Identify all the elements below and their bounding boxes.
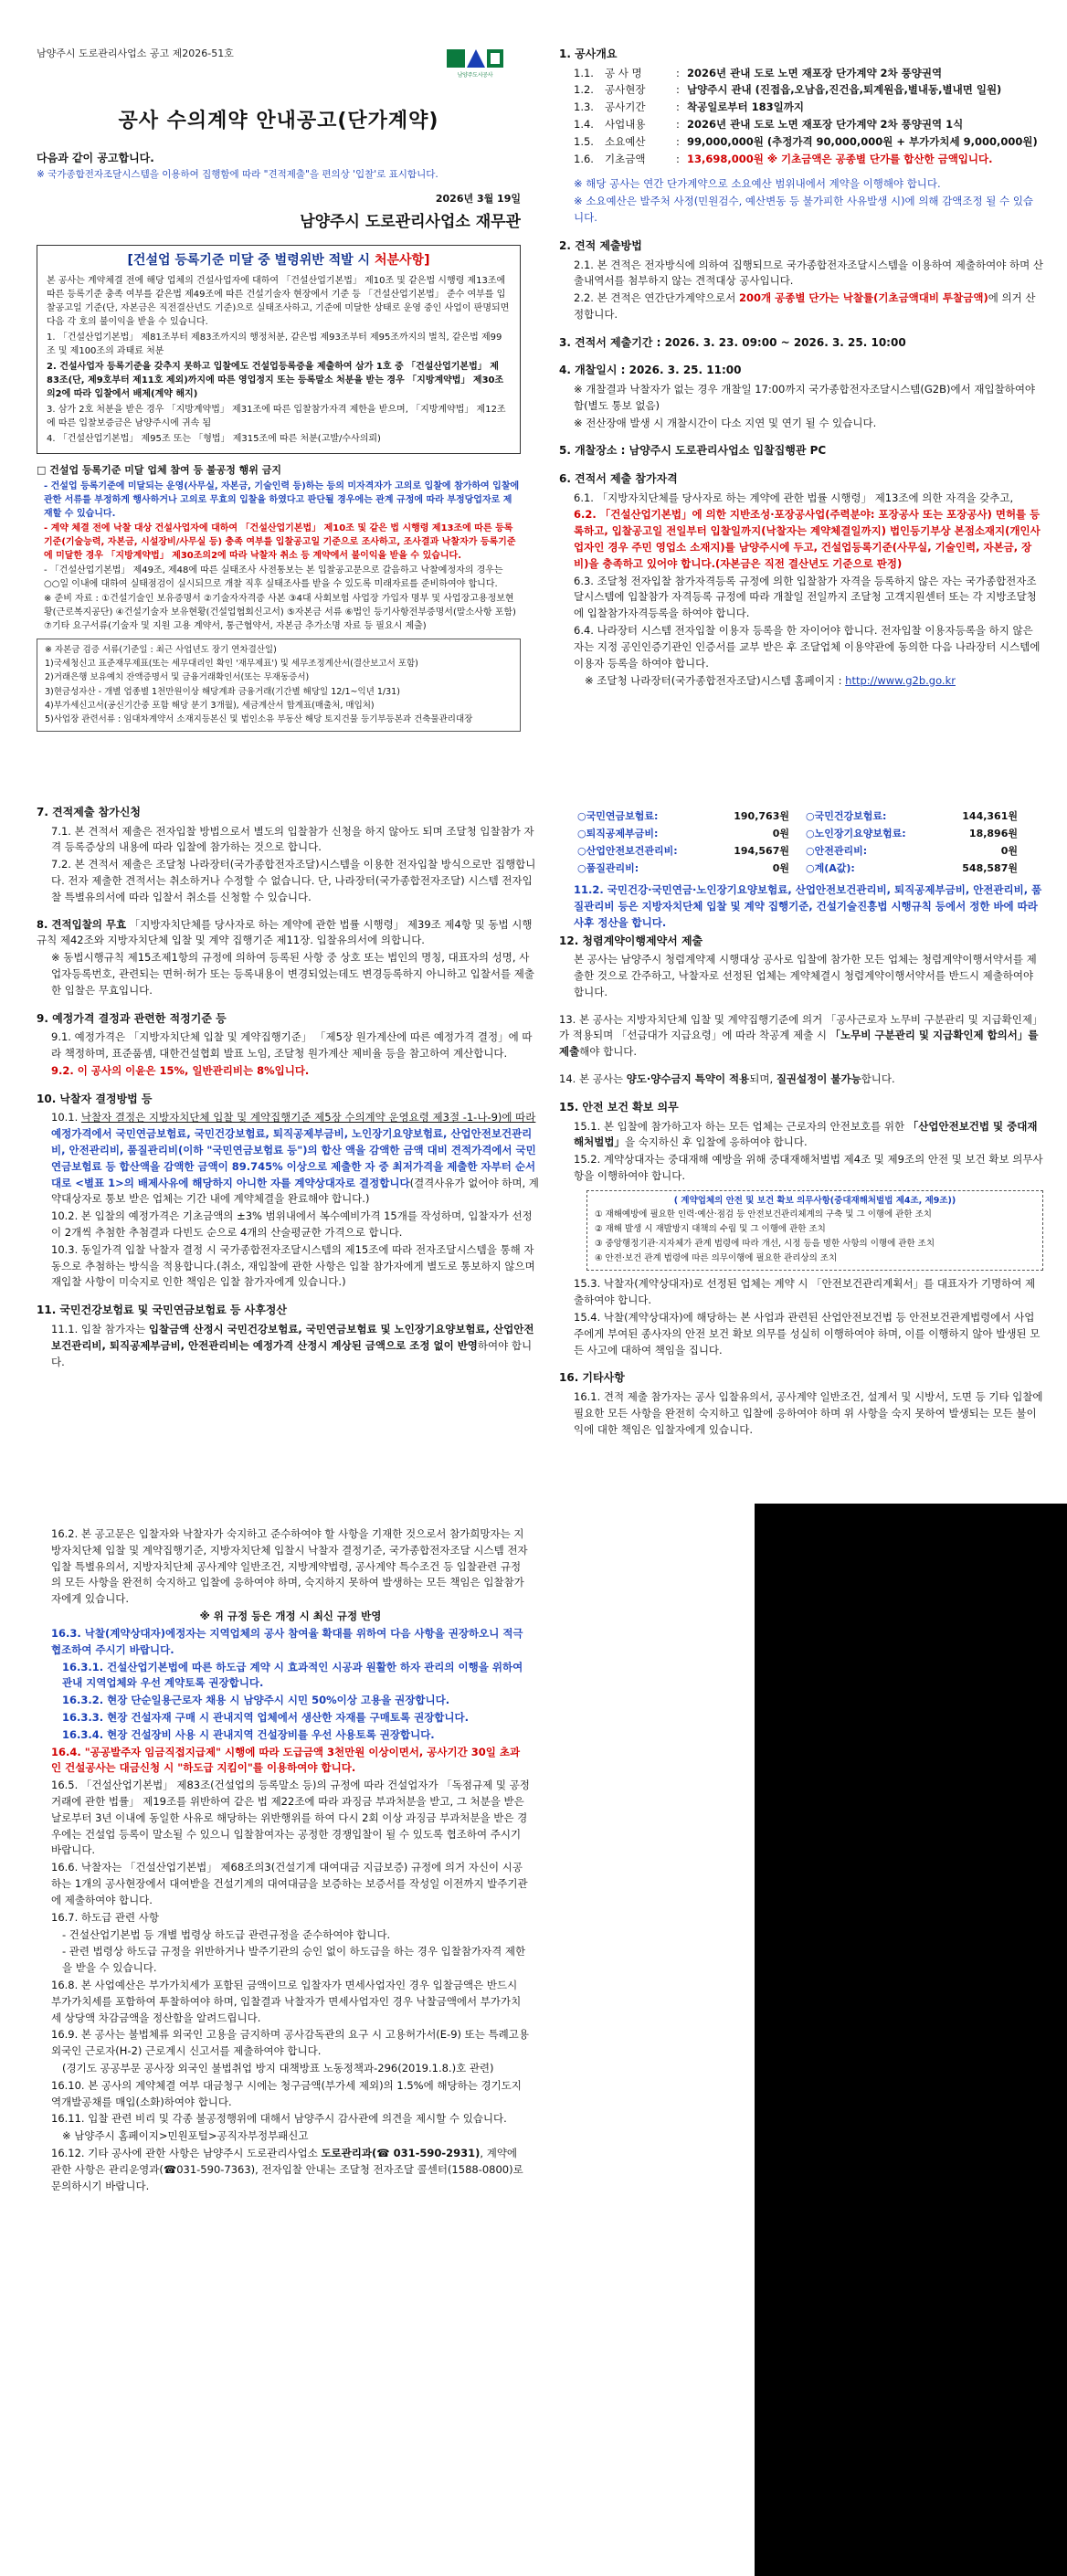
unfair-practice-section <box>37 463 521 732</box>
page3-left-column <box>37 1526 530 2567</box>
overview-note: ※ 소요예산은 발주처 사정(민원검수, 예산변동 등 불가피한 사유발생 시)에 의해 감액조정 될 수 있습니다. <box>574 195 1034 225</box>
warning-line: 2. 건설사업자 등록기준을 갖추지 못하고 입찰에도 건설업등록증을 제출하여 삼가 1호 중 「건설산업기본법」 제83조(단, 제9호부터 제11호 제외)까지에 따른 영업정지 또는 등록말소 처분을 받는 경우 「지방계약법」 제30조의2에 따라 입찰에서 배제(계약 해지) <box>47 362 504 400</box>
capital-docs-note <box>37 639 521 733</box>
section-title: 6. 견적서 제출 참가자격 <box>559 471 678 485</box>
section-line: 16.3. 낙찰(계약상대자)에정자는 지역업체의 공사 참여율 확대를 위하여 다음 사항을 권장하오니 적극 협조하여 주시기 바랍니다. <box>51 1626 523 1656</box>
section-line: 16.2. 본 공고문은 입찰자와 낙찰자가 숙지하고 준수하여야 할 사항을 기재한 것으로서 참가희망자는 지방자치단체 입찰 및 계약집행기준, 지방자치단체 입찰시 낙찰자 결정기준, 국가종합전자조달 시스템 전자입찰 특별유의서, 지방자치단체 공사계약 일반조건, 지방계약법령, 공사계약 특수조건 등 입찰관련 규정의 모든 사항을 완전히 숙지하고 입찰에 응하여야 하며, 숙지하지 못하여 발생하는 모든 책임은 입찰참가자에게 있습니다. <box>51 1527 528 1606</box>
section-2 <box>559 238 1043 323</box>
section-line: 7.2. 본 견적서 제출은 조달청 나라장터(국가종합전자조달)시스템을 이용한 전자입찰 방식으로만 집행합니다. 전자 제출한 견적서는 취소하거나 수정할 수 없습니다. 단, 나라장터(국가종합전자조달) 시스템 전자입찰 특별유의서에 따라 입찰서 취소를 신청할 수 있습니다. <box>51 858 536 903</box>
warning-line: 4. 「건설산업기본법」 제95조 또는 「형법」 제315조에 따른 처분(고발/수사의뢰) <box>47 434 381 445</box>
warning-title: [건설업 등록기준 미달 중 벌령위반 적발 시 처분사항] <box>127 253 430 269</box>
page-2 <box>0 804 1067 1480</box>
section-line: (경기도 공공부문 공사장 외국인 불법취업 방지 대책방표 노동정책과-296(2019.1.8.)호 관련) <box>62 2062 494 2075</box>
section-line: 15.3. 낙찰자(계약상대자)로 선정된 업체는 계약 시 「안전보건관리계획서」를 대표자가 기명하여 제출하여야 합니다. <box>574 1277 1036 1307</box>
logo-text: 남양주도시공사 <box>457 72 493 79</box>
section-title: 5. 개찰장소 : 남양주시 도로관리사업소 입찰집행관 PC <box>559 444 827 458</box>
note-line: 4)부가세신고서(공신기간중 포함 해당 분기 3개월), 세금계산서 합계표(매출처, 매입처) <box>45 700 375 711</box>
safety-box-title: ( 계약업체의 안전 및 보건 확보 의무사항(중대재해처벌법 제4조, 제9조)) <box>673 1195 956 1206</box>
overview-item: 1.4. 사업내용 : 2026년 관내 도로 노면 재포장 단가계약 2차 풍양권역 1식 <box>574 118 964 132</box>
section-line: 16.1. 견적 제출 참가자는 공사 입찰유의서, 공사계약 일반조건, 설계서 및 시방서, 도면 등 기타 입찰에 필요한 모든 사항을 완전히 숙지하고 입찰에 응하여야 하며 위 사항을 숙지 못하여 발생되는 모든 불이익에 대한 책임은 입찰자에게 있습니다. <box>574 1390 1043 1436</box>
section-line: 13. 본 공사는 지방자치단체 입찰 및 계약집행기준에 의거 「공사근로자 노무비 구분관리 및 지급확인제」가 적용되며 「선급대가 지급요령」에 따라 착공계 제출 시 「노무비 구분관리 및 지급확인제 합의서」를 제출해야 합니다. <box>559 1012 1043 1059</box>
section-title: 4. 개찰일시 : 2026. 3. 25. 11:00 <box>559 364 742 377</box>
section-line: 16.5. 「건설산업기본법」 제83조(건설업의 등록말소 등)의 규정에 따라 건설업자가 「독점규제 및 공정거래에 관한 법률」 제19조를 위반하여 같은 법 제22조에 따라 과징금 부과처분을 받고, 그 처분을 받은 날로부터 3년 이내에 동일한 사유로 해당하는 위반행위를 하여 다시 2회 이상 과징금 부과처분을 받은 경우에는 건설업 등록이 말소될 수 있으니 입찰참여자는 공정한 경쟁입찰이 될 수 있도록 협조하여 주시기 바랍니다. <box>51 1779 530 1857</box>
unfair-practice-line: - 「건설산업기본법」 제49조, 제48에 따른 실태조사 사전통보는 본 입찰공고문으로 갈음하고 낙찰예정자의 경우는 ○○일 이내에 대하여 실태점검이 실시되므로 개찰 직후 실태조사를 받을 수 있도록 미래자료를 준비하여야 합니다. <box>44 565 503 589</box>
section-title: 1. 공사개요 <box>559 48 618 60</box>
section-line: 10.2. 본 입찰의 예정가격은 기초금액의 ±3% 범위내에서 복수예비가격 15개를 작성하며, 입찰자가 선정이 2개씩 추첨한 추첨결과 다빈도 순으로 4개의 산술평균한 가격으로 합니다. <box>51 1209 533 1240</box>
unfair-practice-line: - 건설업 등록기준에 미달되는 운영(사무실, 자본금, 기술인력 등)하는 등의 미자격자가 고의로 입찰에 참가하여 입찰에 관한 서류를 부정하게 행사하거나 고의로 무효의 입찰을 하였다고 판단될 경우에는 관계 규정에 따라 부정당업자로 제재할 수 있습니다. <box>44 480 520 519</box>
section-3 <box>559 334 1043 352</box>
announcement-date: 2026년 3월 19일 <box>435 192 521 205</box>
section-line: 14. 본 공사는 양도·양수금지 특약이 적용되며, 질권설정이 불가능합니다. <box>559 1072 895 1086</box>
section-line: 6.3. 조달청 전자입찰 참가자격등록 규정에 의한 입찰참가 자격을 등록하지 않은 자는 국가종합전자조달시스템에 입찰참가 자격등록 규정에 따라 개찰일 전일까지 조달청 고객지원센터 또는 각 지방조달청에 입찰참가자격등록을 하여야 합니다. <box>574 574 1037 620</box>
section-1 <box>559 46 1043 227</box>
section-title: 15. 안전 보건 확보 의무 <box>559 1100 679 1114</box>
warning-line: 본 공사는 계약체결 전에 해당 업체의 건설사업자에 대하여 「건설산업기본법」 제10조 및 같은법 시행령 제13조에 따른 등록기준 충족 여부를 같은법 제49조에 따른 건설기술자 현장에서 기준 등 「건설산업기본법」 준수 여부를 입찰공고일 기준(단, 자본금은 직전결산년도 기준)으로 실태조사하고, 기준에 미달한 상태로 운영 중인 사업이 판명되면 다음 각 호의 불이익을 받을 수 있습니다. <box>47 276 510 328</box>
safety-box-line: ① 재해예방에 필요한 인력·예산·점검 등 안전보건관리체계의 구축 및 그 이행에 관한 조치 <box>595 1209 932 1220</box>
section-line: 7.1. 본 견적서 제출은 전자입찰 방법으로서 별도의 입찰참가 신청을 하지 않아도 되며 조달청 입찰참가 자격 등록증상의 내용에 따라 입찰에 참가하는 것으로 합니다. <box>51 824 534 854</box>
section-13 <box>559 1012 1043 1061</box>
section-line: - 관련 법령상 하도급 규정을 위반하거나 발주기관의 승인 없이 하도급을 하는 경우 입찰참가자격 제한을 받을 수 있습니다. <box>62 1945 526 1975</box>
section-line: 16.3.3. 현장 건설자재 구매 시 관내지역 업체에서 생산한 자재를 구매토록 권장합니다. <box>62 1710 470 1724</box>
table-row: ○국민연금보험료: 190,763원 ○국민건강보험료: 144,361원 <box>577 810 1018 822</box>
section-line: 10.1. 낙찰자 결정은 지방자치단체 입찰 및 계약집행기준 제5장 수의계약 운영요령 제3절 -1-나-9)에 따라 예정가격에서 국민연금보험료, 국민건강보험료, 퇴직공제부금비, 노인장기요양보험료, 산업안전보건관리비, 안전관리비, 품질관리비(이하 "국민연금보험료 등")의 합산 액을 감액한 금액 대비 견적가격에서 국민연금보험료 등 합산액을 감액한 금액이 89.745% 이상으로 제출한 자 중 최저가격을 제출한 자부터 순서대로 <별표 1>의 배제사유에 해당하지 아니한 자를 계약상대자로 결정합니다(결격사유가 없어야 하며, 계약대상자로 통보 받은 업체는 기간 내에 계약체결을 완료해야 합니다.) <box>51 1111 539 1206</box>
section-title: 16. 기타사항 <box>559 1371 625 1385</box>
note-line: 3)현금성자산 - 개별 업종별 1천만원이상 해당계좌 금융거래(기간별 해당일 12/1~익년 1/31) <box>45 686 400 697</box>
section-line: 11.1. 입찰 참가자는 입찰금액 산정시 국민건강보험료, 국민연금보험료 및 노인장기요양보험료, 산업안전보건관리비, 퇴직공제부금비, 안전관리비는 예정가격 산정시 계상된 금액으로 조정 없이 반영하여야 합니다. <box>51 1322 534 1368</box>
section-title: 3. 견적서 제출기간 : 2026. 3. 23. 09:00 ~ 2026. 3. 25. 10:00 <box>559 335 906 349</box>
section-15 <box>559 1099 1043 1359</box>
note-line: ※ 자본금 검증 서류(기준일 : 최근 사업년도 장기 연차결산일) <box>45 644 277 655</box>
section-line: ※ 전산장애 발생 시 개찰시간이 다소 지연 및 연기 될 수 있습니다. <box>574 416 877 429</box>
warning-line: 1. 「건설산업기본법」 제81조부터 제83조까지의 행정처분, 같은법 제93조부터 제95조까지의 벌칙, 같은법 제99조 및 제100조의 과태료 처분 <box>47 333 502 357</box>
section-16 <box>559 1369 1043 1438</box>
insurance-table <box>574 808 1030 877</box>
table-row: ○품질관리비: 0원 ○계(A값): 548,587원 <box>577 862 1018 875</box>
section-title: 7. 견적제출 참가신청 <box>37 806 142 818</box>
note-line: 1)국세청신고 표준재무제표(또는 세무대리인 확인 '재무제표') 및 세무조정계산서(결산보고서 포함) <box>45 659 418 670</box>
section-line: 16.11. 입찰 관련 비리 및 각종 불공정행위에 대해서 남양주시 감사관에 의견을 제시할 수 있습니다. <box>51 2112 507 2126</box>
g2b-link-line: ※ 조달청 나라장터(국가종합전자조달)시스템 홈페이지 : http://www.g2b.go.kr <box>585 673 956 687</box>
overview-item: 1.2. 공사현장 : 남양주시 관내 (진접읍,오남읍,진건읍,퇴계원읍,별내동,별내면 일원) <box>574 83 1002 97</box>
section-line: - 건설산업기본법 등 개별 법령상 하도급 관련규정을 준수하여야 합니다. <box>62 1927 391 1941</box>
overview-item: 1.1. 공 사 명 : 2026년 관내 도로 노면 재포장 단가계약 2차 풍양권역 <box>574 66 943 79</box>
section-line: 15.2. 계약상대자는 중대재해 예방을 위해 중대재해처벌법 제4조 및 제9조의 안전 및 보건 확보 의무사항을 이행하여야 합니다. <box>574 1153 1043 1182</box>
section-line: 16.3.2. 현장 단순일용근로자 채용 시 남양주시 시민 50%이상 고용을 권장합니다. <box>62 1694 450 1707</box>
issuer-name: 남양주시 도로관리사업소 재무관 <box>300 213 521 231</box>
section-line: 6.1. 「지방자치단체를 당사자로 하는 계약에 관한 법률 시행령」 제13조에 의한 자격을 갖추고, <box>574 491 1014 504</box>
section-line: 9.1. 예정가격은 「지방자치단체 입찰 및 계약집행기준」 「제5장 원가계산에 따른 예정가격 결정」에 따라 책정하며, 표준품셈, 대한건설협회 발표 노임, 조달청 원가계산 제비율 등을 참고하여 계산합니다. <box>51 1030 533 1061</box>
section-line: ※ 개찰결과 낙찰자가 없는 경우 개찰일 17:00까지 국가종합전자조달시스템(G2B)에서 재입찰하여야 함(별도 통보 없음) <box>574 382 1036 412</box>
section-line: 2.2. 본 견적은 연간단가계약으로서 200개 공종별 단가는 낙찰률(기초금액대비 투찰금액)에 의거 산정합니다. <box>574 291 1036 321</box>
agency-logo <box>443 46 507 82</box>
section-line: 2.1. 본 견적은 전자방식에 의하여 집행되므로 국가종합전자조달시스템을 이용하여 제출하여야 하며 산출내역서를 첨부하지 않는 견적대상 공사입니다. <box>574 258 1043 288</box>
section-line: ※ 동법시행규칙 제15조제1항의 규정에 의하여 등록된 사항 중 상호 또는 법인의 명칭, 대표자의 성명, 사업자등록번호, 관련되는 면허·허가 또는 등록내용이 변경되었는데도 변경등록하지 아니하고 입찰서를 제출한 입찰은 무효입니다. <box>51 951 535 997</box>
warning-line: 3. 삼가 2호 처분을 받은 경우 「지방계약법」 제31조에 따른 입찰참가자격 제한을 받으며, 「지방계약법」 제12조에 따른 입찰보증금은 남양주시에 귀속 됨 <box>47 405 506 429</box>
section-14 <box>559 1072 1043 1088</box>
section-line: 16.8. 본 사업예산은 부가가치세가 포함된 금액이므로 입찰자가 면세사업자인 경우 입찰금액은 반드시 부가가치세를 포함하여 투찰하여야 하며, 입찰결과 낙찰자가 면세사업자인 경우 낙찰금액에서 부가가치세 상당액 차감금액을 정산함을 알려드립니다. <box>51 1978 522 2024</box>
page1-right-column <box>559 46 1043 804</box>
section-title: 12. 청렴계약이행제약서 제출 <box>559 934 703 947</box>
section-line: 15.4. 낙찰(계약상대자)에 해당하는 본 사업과 관련된 산업안전보건법 등 안전보건관계법령에서 사업주에게 부여된 종사자의 안전 보건 확보 의무를 성실히 이행하여야 하며, 이를 이행하지 않아 발생된 모든 사고에 대하여 책임을 집니다. <box>574 1310 1041 1357</box>
section-11 <box>37 1302 539 1370</box>
section-line: 16.6. 낙찰자는 「건설산업기본법」 제68조의3(건설기계 대여대금 지급보증) 규정에 의거 자신이 시공하는 1개의 공사현장에서 대여받을 건설기계의 대여대금을 보증하는 보증서를 작성일 이전까지 발주기관에 제출하여야 합니다. <box>51 1861 528 1906</box>
page-1 <box>0 0 1067 804</box>
warning-box <box>37 245 521 454</box>
page2-right-column <box>559 804 1043 1480</box>
safety-duty-box <box>586 1190 1043 1272</box>
section-title: 11. 국민건강보험료 및 국민연금보험료 등 사후정산 <box>37 1304 287 1317</box>
intro-text: 다음과 같이 공고합니다. <box>37 152 154 165</box>
overview-note: ※ 해당 공사는 연간 단가계약으로 소요예산 범위내에서 계약을 이행해야 합니다. <box>574 177 941 191</box>
logo-icon <box>443 46 507 73</box>
section-4 <box>559 362 1043 431</box>
safety-box-line: ④ 안전·보건 관계 법령에 따른 의무이행에 필요한 관리상의 조치 <box>595 1252 838 1263</box>
section-line: 16.3.1. 건설산업기본법에 따른 하도급 계약 시 효과적인 시공과 원활한 하자 관리의 이행을 위하여 관내 지역업체와 우선 계약토록 권장합니다. <box>62 1660 523 1690</box>
section-line: 16.12. 기타 공사에 관한 사항은 남양주시 도로관리사업소 도로관리과(☎ 031-590-2931), 계약에 관한 사항은 관리운영과(☎031-590-7363), 전자입찰 안내는 조달청 전자조달 콜센터(1588-0800)로 문의하시기 바랍니다. <box>51 2147 523 2192</box>
section-6 <box>559 470 1043 689</box>
section-title: 2. 견적 제출방법 <box>559 238 642 252</box>
section-line: ※ 위 규정 등은 개정 시 최신 규정 반영 <box>199 1610 382 1623</box>
section-7 <box>37 804 539 906</box>
overview-item: 1.6. 기초금액 : 13,698,000원 ※ 기초금액은 공종별 단가를 합산한 금액입니다. <box>574 152 993 165</box>
section-line: 16.10. 본 공사의 계약체결 여부 대금청구 시에는 청구금액(부가세 제외)의 1.5%에 해당하는 경기도지역개발공채를 매입(소화)하여야 합니다. <box>51 2078 522 2108</box>
section-line: 8. 견적입찰의 무효 「지방자치단체를 당사자로 하는 계약에 관한 법률 시행령」 제39조 제4항 및 동법 시행규칙 제42조와 지방자치단체 입찰 및 계약 집행기준 제11장. 입찰유의서에 의합니다. <box>37 917 533 947</box>
document-title: 공사 수의계약 안내공고(단가계약) <box>118 110 439 132</box>
note-line: 2)거래은행 보유예치 잔액증명서 및 금융거래확인서(또는 무재동증서) <box>45 672 310 683</box>
page1-left-column <box>37 46 521 804</box>
intro-note: ※ 국가종합전자조달시스템을 이용하여 집행함에 따라 "견적제출"을 편의상 '입찰'로 표시합니다. <box>37 168 438 180</box>
safety-box-line: ③ 중앙행정기관·지자체가 관계 법령에 따라 개선, 시정 등을 명한 사항의 이행에 관한 조치 <box>595 1238 935 1249</box>
section-line: 16.4. "공공발주자 임금직접지급제" 시행에 따라 도급금액 3천만원 이상이면서, 공사기간 30일 초과인 건설공사는 대금신청 시 "하도급 지킴이"를 이용하여야 합니다. <box>51 1745 521 1775</box>
g2b-link[interactable]: http://www.g2b.go.kr <box>845 673 956 687</box>
section-11-2: 11.2. 국민건강·국민연금·노인장기요양보험료, 산업안전보건관리비, 퇴직공제부금비, 안전관리비, 품질관리비 등은 지방자치단체 입찰 및 계약 집행기준, 건설기술진흥법 시행규칙 등에서 정한 바에 따라 사후 정산을 합니다. <box>574 883 1042 929</box>
note-line: 5)사업장 관련서류 : 임대차계약서 소재지등본신 및 법인소유 부동산 해당 토지건물 등기부등본과 건축물관리대장 <box>45 714 473 725</box>
section-12 <box>559 933 1043 1001</box>
section-9 <box>37 1010 539 1080</box>
section-line: 9.2. 이 공사의 이윤은 15%, 일반관리비는 8%입니다. <box>51 1063 310 1077</box>
section-title: 10. 낙찰자 결정방법 등 <box>37 1092 153 1105</box>
section-line: ※ 남양주시 홈페이지>민원포털>공직자부정부패신고 <box>62 2129 309 2143</box>
section-8 <box>37 917 539 999</box>
section-line: 6.2. 「건설산업기본법」에 의한 지반조성·포장공사업(주력분야: 포장공사 또는 포장공사) 면허를 등록하고, 입찰공고일 전일부터 입찰일까지(낙찰자는 계약체결일까지) 법인등기부상 본점소재지(개인사업자인 경우 주민 영업소 소재지)를 남양주시에 두고, 건설업등록기준(사무실, 기술인력, 자본금, 장비)을 충족하고 있어야 합니다.(자본금은 직전 결산년도 기준으로 판정) <box>574 508 1041 570</box>
section-line: 10.3. 동일가격 입찰 낙찰자 결정 시 국가종합전자조달시스템의 제15조에 따라 전자조달시스템을 통해 자동으로 추첨하는 방식을 적용합니다.(취소, 재입찰에 관한 사항은 입찰 참가자에게 별도로 통보하지 않으며 재입찰 사항이 미숙지로 인한 책임은 입찰 참가자에게 있습니다.) <box>51 1242 535 1289</box>
section-title: 9. 예정가격 결정과 관련한 적정기준 등 <box>37 1011 227 1025</box>
unfair-practice-title: □ 건설업 등록기준 미달 업체 참여 등 불공정 행위 금지 <box>37 464 282 477</box>
section-5 <box>559 442 1043 459</box>
unfair-practice-line: ※ 준비 자료 : ①건설기술인 보유증명서 ②기술자자격증 사본 ③4대 사회보험 사업장 가입자 명부 및 사업장고용정보현황(근로복지공단) ④건설기술자 보유현황(건설업협회신고서) ⑤자본금 서류 ⑥법인 등기사항전부증명서(말소사항 포함) ⑦기타 요구서류(기술자 및 지원 고용 계약서, 통근협약서, 자본금 추가소명 자료 등 필요시 제출) <box>44 593 516 631</box>
section-line: 6.4. 나라장터 시스템 전자입찰 이용자 등록을 한 자이어야 합니다. 전자입찰 이용자등록을 하지 않은 자는 지정 공인인증기관인 인증서를 교부 받은 후 조달업체 이용약관에 동의한 다음 나라장터 시스템에 이용자 등록을 하여야 합니다. <box>574 624 1041 670</box>
blank-black-region <box>755 1504 1067 2576</box>
section-line: 16.9. 본 공사는 불법체류 외국인 고용을 금지하며 공사감독관의 요구 시 고용허가서(E-9) 또는 특례고용 외국인 근로자(H-2) 근로계시 신고서를 제출하여야 합니다. <box>51 2028 529 2058</box>
overview-item: 1.3. 공사기간 : 착공일로부터 183일까지 <box>574 100 804 114</box>
unfair-practice-line: - 계약 체결 전에 낙찰 대상 건설사업자에 대하여 「건설산업기본법」 제10조 및 같은 법 시행령 제13조에 따른 등록기준(기술능력, 자본금, 시설장비/사무실 등) 충족 여부를 입찰공고일 기준으로 조사하고, 조사결과 낙찰자가 등록기준에 미달한 경우 「지방계약법」 제30조의2에 따라 낙찰자 취소 등 계약에서 불이익을 받을 수 있습니다. <box>44 523 516 561</box>
section-line: 15.1. 본 입찰에 참가하고자 하는 모든 업체는 근로자의 안전보호를 위한 「산업안전보건법 및 중대재해처벌법」을 숙지하신 후 입찰에 응하여야 합니다. <box>574 1119 1038 1149</box>
section-line: 16.3.4. 현장 건설장비 사용 시 관내지역 건설장비를 우선 사용토록 권장합니다. <box>62 1727 435 1741</box>
table-row: ○퇴직공제부금비: 0원 ○노인장기요양보험료: 18,896원 <box>577 828 1018 840</box>
section-line: 16.7. 하도급 관련 사항 <box>51 1910 159 1924</box>
table-row: ○산업안전보건관리비: 194,567원 ○안전관리비: 0원 <box>577 845 1018 858</box>
page2-left-column <box>37 804 539 1480</box>
section-10 <box>37 1091 539 1292</box>
section-line: 본 공사는 남양주시 청렴계약제 시행대상 공사로 입찰에 참가한 모든 업체는 청렴계약이행서약서를 제출한 것으로 간주하고, 낙찰자로 선정된 업체는 계약체결시 청렴계약이행서약서를 반드시 제출하여야 합니다. <box>574 953 1037 998</box>
announcement-number: 남양주시 도로관리사업소 공고 제2026-51호 <box>37 48 234 59</box>
overview-item: 1.5. 소요예산 : 99,000,000원 (추정가격 90,000,000원 + 부가가치세 9,000,000원) <box>574 134 1038 148</box>
safety-box-line: ② 재해 발생 시 재발방지 대책의 수립 및 그 이행에 관한 조치 <box>595 1224 826 1235</box>
